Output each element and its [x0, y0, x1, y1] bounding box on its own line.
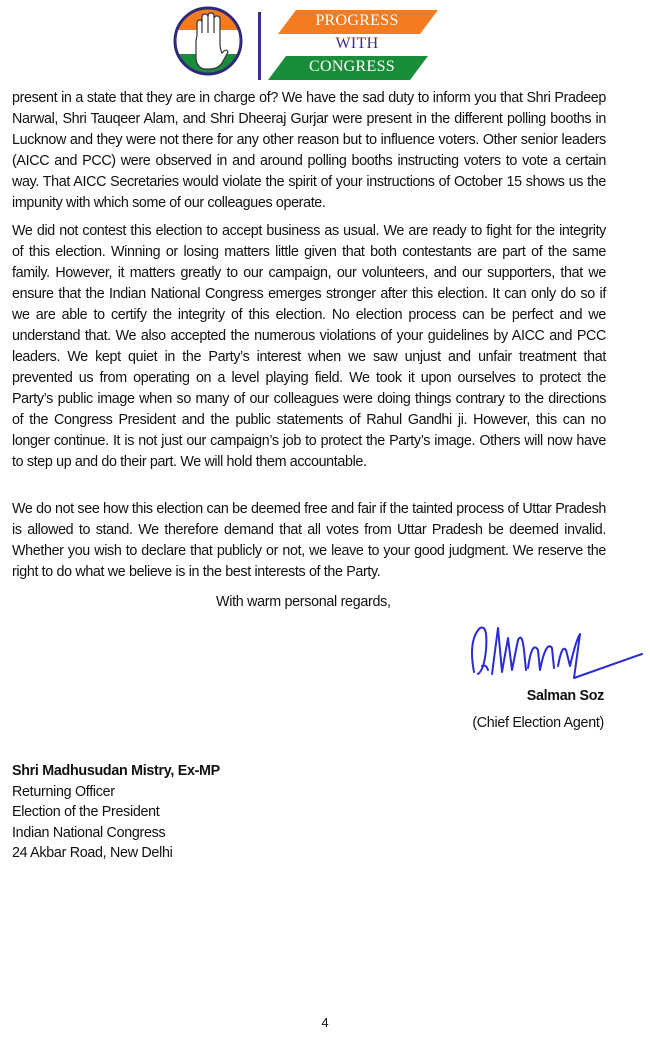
header-divider: [258, 12, 261, 80]
tagline-with: WITH: [335, 35, 379, 52]
recipient-line: Returning Officer: [12, 783, 115, 800]
tagline-congress: CONGRESS: [309, 58, 395, 75]
letterhead: [0, 0, 650, 86]
signature-icon: [466, 620, 650, 680]
congress-hand-logo-icon: [172, 5, 244, 77]
recipient-line: 24 Akbar Road, New Delhi: [12, 845, 173, 861]
recipient-line: Election of the President: [12, 804, 160, 820]
page-number: 4: [321, 1015, 329, 1030]
closing-salutation: With warm personal regards,: [216, 594, 391, 610]
paragraph-demand: We do not see how this election can be deemed free and fair if the tainted process of Uttar Pradesh is allowed to stand. We therefore demand that all votes from Uttar Pradesh be deemed invalid. Whether you wish to declare that publicly or not, we leave to your good judgment. We reserve the right to do what we believe is in the best interests of the Party.: [12, 501, 606, 580]
signer-name: Salman Soz: [526, 688, 604, 704]
recipient-address: [12, 761, 220, 864]
recipient-name: Shri Madhusudan Mistry, Ex-MP: [12, 763, 220, 779]
signer-title: (Chief Election Agent): [472, 715, 604, 731]
paragraph-integrity: We did not contest this election to accept business as usual. We are ready to fight for the integrity of this election. Winning or losing matters little given that both contestants are part of the same family. However, it matters greatly to our campaign, our volunteers, and our supporters, that we ensure that the Indian National Congress emerges stronger after this election. It can only do so if we are able to certify the integrity of this election. No election process can be perfect and we understand that. We also accepted the numerous violations of your guidelines by AICC and PCC leaders. We kept quiet in the Party’s interest when we saw unjust and unfair treatment that prevented us from operating on a level playing field. We took it upon ourselves to protect the Party’s public image when so many of our colleagues were doing things contrary to the directions of the Congress President and the public statements of Rahul Gandhi ji. However, this can no longer continue. It is not just our campaign’s job to protect the Party’s image. Others will now have to step up and do their part. We will hold them accountable.: [12, 223, 606, 470]
recipient-line: Indian National Congress: [12, 824, 166, 841]
paragraph-polling-booths: present in a state that they are in charge of? We have the sad duty to inform you that Shri Pradeep Narwal, Shri Tauqeer Alam, and Shri Dheeraj Gurjar were present in the different polling booths in Lucknow and they were not there for any other reason but to influence voters. Other senior leaders (AICC and PCC) were observed in and around polling booths instructing voters to vote a certain way. That AICC Secretaries would violate the spirit of your instructions of October 15 shows us the impunity with which some of our colleagues operate.: [12, 90, 606, 211]
tagline-progress: PROGRESS: [315, 12, 399, 29]
